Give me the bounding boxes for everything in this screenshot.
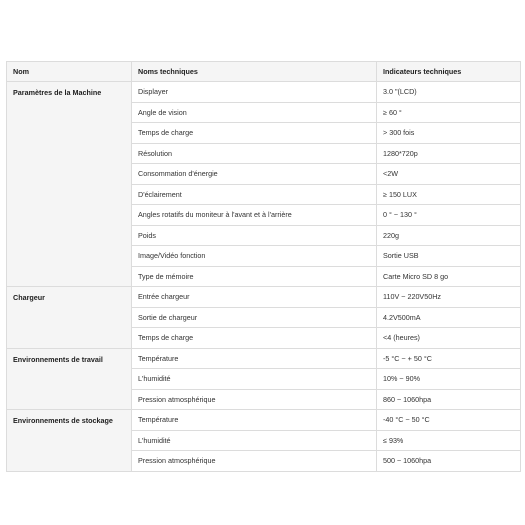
spec-table-container bbox=[6, 61, 520, 472]
header-nom: Nom bbox=[7, 62, 132, 82]
technical-value-cell: 500 ~ 1060hpa bbox=[377, 451, 521, 472]
technical-value-cell: <2W bbox=[377, 164, 521, 185]
technical-name-cell: Type de mémoire bbox=[132, 266, 377, 287]
technical-name-cell: Température bbox=[132, 348, 377, 369]
technical-name-cell: Pression atmosphérique bbox=[132, 451, 377, 472]
table-row bbox=[7, 82, 521, 103]
technical-name-cell: Température bbox=[132, 410, 377, 431]
technical-value-cell: Sortie USB bbox=[377, 246, 521, 267]
technical-name-cell: Poids bbox=[132, 225, 377, 246]
technical-value-cell: Carte Micro SD 8 go bbox=[377, 266, 521, 287]
group-name-cell: Environnements de stockage bbox=[7, 410, 132, 472]
technical-value-cell: 860 ~ 1060hpa bbox=[377, 389, 521, 410]
technical-value-cell: 110V ~ 220V50Hz bbox=[377, 287, 521, 308]
technical-name-cell: L'humidité bbox=[132, 369, 377, 390]
header-indicateurs-techniques: Indicateurs techniques bbox=[377, 62, 521, 82]
technical-name-cell: D'éclairement bbox=[132, 184, 377, 205]
spec-table bbox=[6, 61, 521, 472]
technical-name-cell: Temps de charge bbox=[132, 123, 377, 144]
group-name-cell: Paramètres de la Machine bbox=[7, 82, 132, 287]
technical-value-cell: 10% ~ 90% bbox=[377, 369, 521, 390]
technical-value-cell: 1280*720p bbox=[377, 143, 521, 164]
technical-value-cell: 0 ° ~ 130 ° bbox=[377, 205, 521, 226]
technical-name-cell: Consommation d'énergie bbox=[132, 164, 377, 185]
technical-value-cell: 4.2V500mA bbox=[377, 307, 521, 328]
technical-value-cell: <4 (heures) bbox=[377, 328, 521, 349]
technical-name-cell: Angles rotatifs du moniteur à l'avant et à l'arrière bbox=[132, 205, 377, 226]
technical-value-cell: -5 °C ~ + 50 °C bbox=[377, 348, 521, 369]
header-row bbox=[7, 62, 521, 82]
technical-value-cell: ≥ 60 ° bbox=[377, 102, 521, 123]
technical-value-cell: > 300 fois bbox=[377, 123, 521, 144]
table-row bbox=[7, 348, 521, 369]
group-name-cell: Chargeur bbox=[7, 287, 132, 349]
technical-name-cell: Sortie de chargeur bbox=[132, 307, 377, 328]
technical-name-cell: Displayer bbox=[132, 82, 377, 103]
technical-value-cell: ≤ 93% bbox=[377, 430, 521, 451]
technical-value-cell: 3.0 "(LCD) bbox=[377, 82, 521, 103]
table-row bbox=[7, 410, 521, 431]
table-header bbox=[7, 62, 521, 82]
technical-name-cell: Entrée chargeur bbox=[132, 287, 377, 308]
technical-value-cell: 220g bbox=[377, 225, 521, 246]
technical-name-cell: Résolution bbox=[132, 143, 377, 164]
table-row bbox=[7, 287, 521, 308]
technical-name-cell: Pression atmosphérique bbox=[132, 389, 377, 410]
technical-name-cell: L'humidité bbox=[132, 430, 377, 451]
group-name-cell: Environnements de travail bbox=[7, 348, 132, 410]
technical-name-cell: Angle de vision bbox=[132, 102, 377, 123]
table-body bbox=[7, 82, 521, 472]
technical-name-cell: Image/Vidéo fonction bbox=[132, 246, 377, 267]
technical-value-cell: -40 °C ~ 50 °C bbox=[377, 410, 521, 431]
technical-value-cell: ≥ 150 LUX bbox=[377, 184, 521, 205]
technical-name-cell: Temps de charge bbox=[132, 328, 377, 349]
header-noms-techniques: Noms techniques bbox=[132, 62, 377, 82]
